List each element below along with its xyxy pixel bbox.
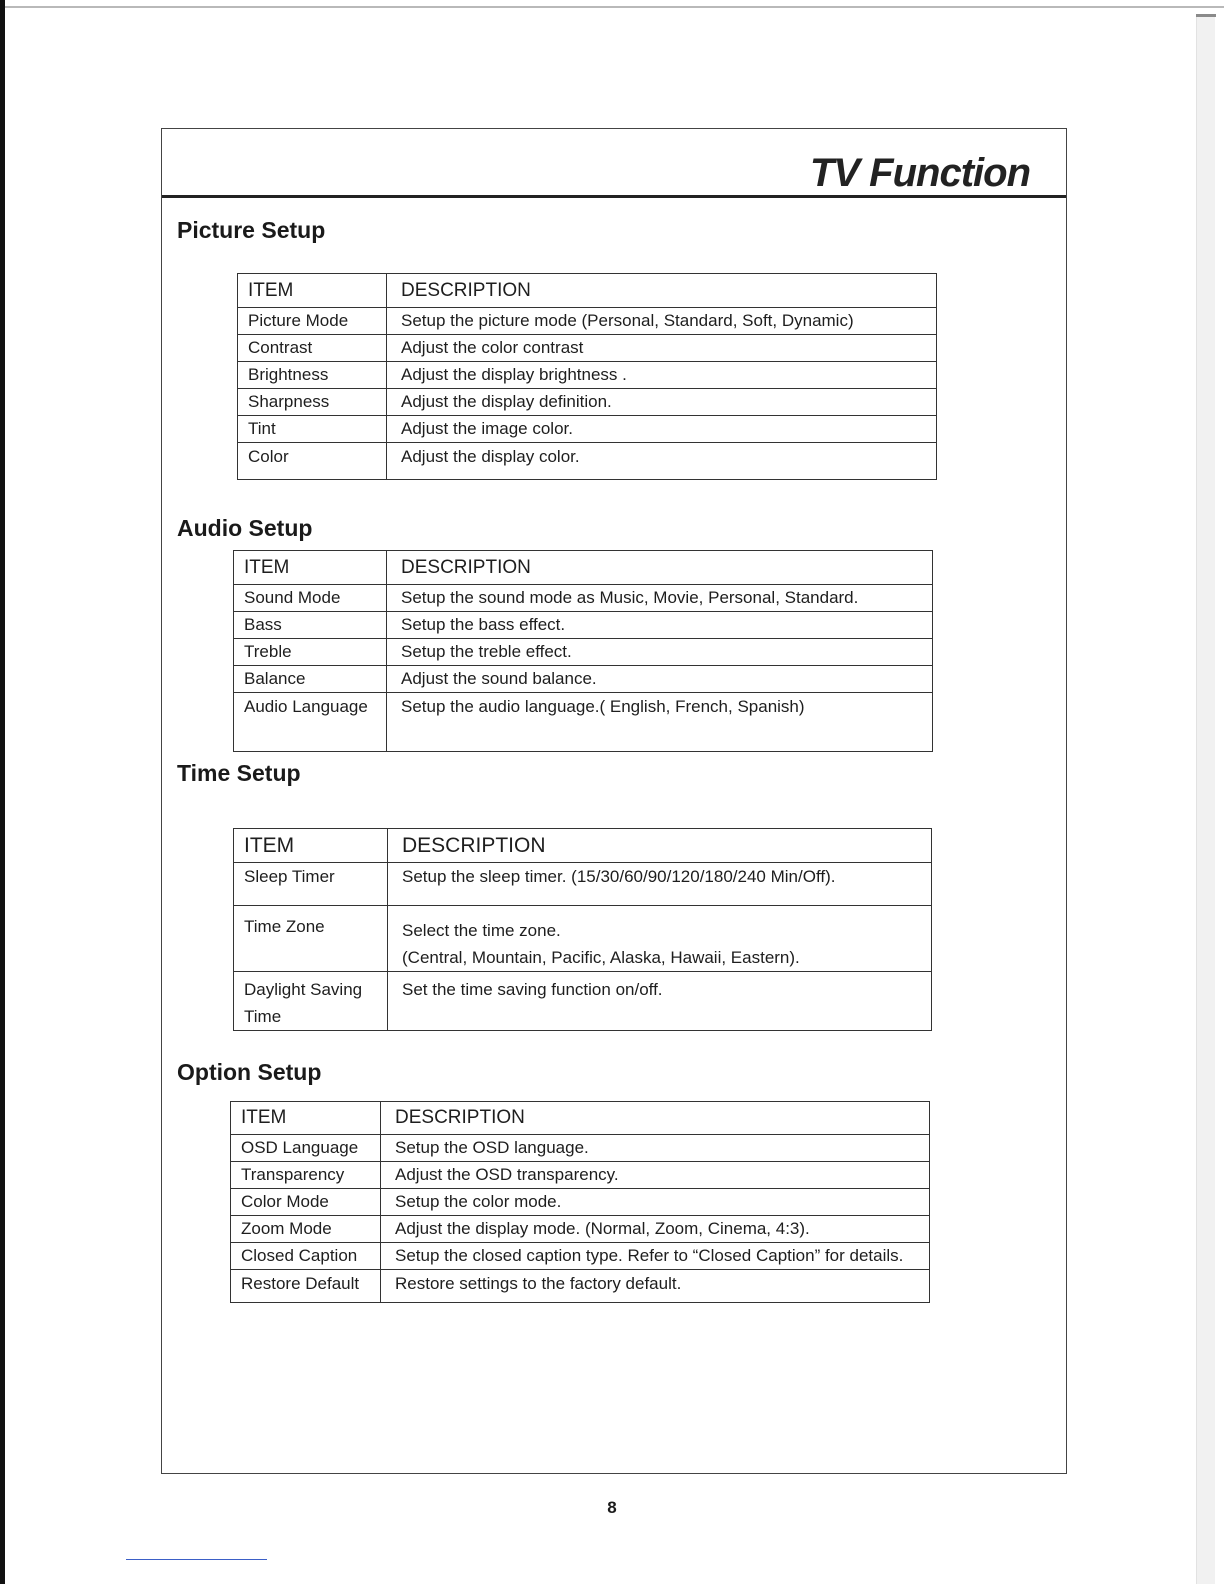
- item-cell: Zoom Mode: [231, 1216, 381, 1243]
- item-cell: Color Mode: [231, 1189, 381, 1216]
- section-title-picture-setup: Picture Setup: [177, 217, 326, 243]
- item-line: Time: [244, 1007, 282, 1026]
- item-cell: Sharpness: [238, 389, 387, 416]
- table-header-row: [234, 829, 932, 863]
- item-cell: Tint: [238, 416, 387, 443]
- table-row: [231, 1243, 930, 1270]
- item-cell: Sleep Timer: [234, 863, 388, 906]
- item-cell: Transparency: [231, 1162, 381, 1189]
- description-line: (Central, Mountain, Pacific, Alaska, Hawaii, Eastern).: [402, 948, 800, 967]
- description-cell: [388, 906, 932, 972]
- table-row: [238, 389, 937, 416]
- item-cell: Brightness: [238, 362, 387, 389]
- description-cell: Adjust the display brightness .: [387, 362, 937, 389]
- scan-edge-top: [0, 6, 1224, 8]
- description-cell: Setup the treble effect.: [387, 639, 933, 666]
- table-row: [231, 1135, 930, 1162]
- page-number: 8: [607, 1498, 617, 1517]
- description-cell: Set the time saving function on/off.: [388, 972, 932, 1031]
- description-cell: Adjust the sound balance.: [387, 666, 933, 693]
- column-header-item: ITEM: [234, 551, 387, 585]
- column-header-description: DESCRIPTION: [387, 274, 937, 308]
- description-cell: Restore settings to the factory default.: [381, 1270, 930, 1303]
- description-cell: Setup the sleep timer. (15/30/60/90/120/180/240 Min/Off).: [388, 863, 932, 906]
- item-cell: Contrast: [238, 335, 387, 362]
- description-cell: Setup the color mode.: [381, 1189, 930, 1216]
- item-cell: Color: [238, 443, 387, 480]
- description-cell: Adjust the image color.: [387, 416, 937, 443]
- scan-edge-left: [0, 0, 5, 1584]
- item-cell: OSD Language: [231, 1135, 381, 1162]
- description-cell: Setup the audio language.( English, French, Spanish): [387, 693, 933, 752]
- description-cell: Setup the picture mode (Personal, Standard, Soft, Dynamic): [387, 308, 937, 335]
- item-cell: Restore Default: [231, 1270, 381, 1303]
- item-cell: [234, 972, 388, 1031]
- item-line: Daylight Saving: [244, 980, 363, 999]
- section-title-time-setup: Time Setup: [177, 760, 301, 786]
- item-cell: Sound Mode: [234, 585, 387, 612]
- section-title-option-setup: Option Setup: [177, 1059, 322, 1085]
- description-cell: Setup the sound mode as Music, Movie, Personal, Standard.: [387, 585, 933, 612]
- picture-setup-table: [237, 273, 937, 480]
- table-row: [234, 906, 932, 972]
- table-row: [234, 972, 932, 1031]
- table-row: [234, 693, 933, 752]
- item-cell: Audio Language: [234, 693, 387, 752]
- description-cell: Adjust the display color.: [387, 443, 937, 480]
- description-cell: Setup the bass effect.: [387, 612, 933, 639]
- header-divider: [162, 195, 1066, 198]
- table-row: [234, 639, 933, 666]
- item-cell: Balance: [234, 666, 387, 693]
- column-header-item: ITEM: [238, 274, 387, 308]
- column-header-description: DESCRIPTION: [388, 829, 932, 863]
- table-row: [238, 362, 937, 389]
- column-header-item: ITEM: [234, 829, 388, 863]
- page-title: TV Function: [809, 151, 1030, 195]
- time-setup-table: [233, 828, 932, 1031]
- description-cell: Adjust the OSD transparency.: [381, 1162, 930, 1189]
- table-row: [231, 1189, 930, 1216]
- scan-edge-right: [1196, 14, 1215, 1584]
- description-cell: Adjust the display mode. (Normal, Zoom, Cinema, 4:3).: [381, 1216, 930, 1243]
- description-cell: Setup the closed caption type. Refer to “Closed Caption” for details.: [381, 1243, 930, 1270]
- item-cell: Time Zone: [234, 906, 388, 972]
- table-row: [238, 443, 937, 480]
- table-row: [238, 416, 937, 443]
- item-cell: Closed Caption: [231, 1243, 381, 1270]
- audio-setup-table: [233, 550, 933, 752]
- description-cell: Adjust the color contrast: [387, 335, 937, 362]
- table-header-row: [231, 1102, 930, 1135]
- column-header-description: DESCRIPTION: [387, 551, 933, 585]
- table-row: [234, 585, 933, 612]
- table-row: [231, 1270, 930, 1303]
- table-header-row: [238, 274, 937, 308]
- scan-edge-mark: [1196, 14, 1216, 17]
- column-header-description: DESCRIPTION: [381, 1102, 930, 1135]
- description-cell: Setup the OSD language.: [381, 1135, 930, 1162]
- table-row: [238, 308, 937, 335]
- table-row: [234, 666, 933, 693]
- column-header-item: ITEM: [231, 1102, 381, 1135]
- description-line: Select the time zone.: [402, 921, 561, 940]
- table-row: [231, 1216, 930, 1243]
- item-cell: Bass: [234, 612, 387, 639]
- table-row: [238, 335, 937, 362]
- table-header-row: [234, 551, 933, 585]
- table-row: [231, 1162, 930, 1189]
- item-cell: Treble: [234, 639, 387, 666]
- table-row: [234, 863, 932, 906]
- table-row: [234, 612, 933, 639]
- description-cell: Adjust the display definition.: [387, 389, 937, 416]
- footnote-rule: [126, 1559, 267, 1560]
- section-title-audio-setup: Audio Setup: [177, 515, 313, 541]
- item-cell: Picture Mode: [238, 308, 387, 335]
- option-setup-table: [230, 1101, 930, 1303]
